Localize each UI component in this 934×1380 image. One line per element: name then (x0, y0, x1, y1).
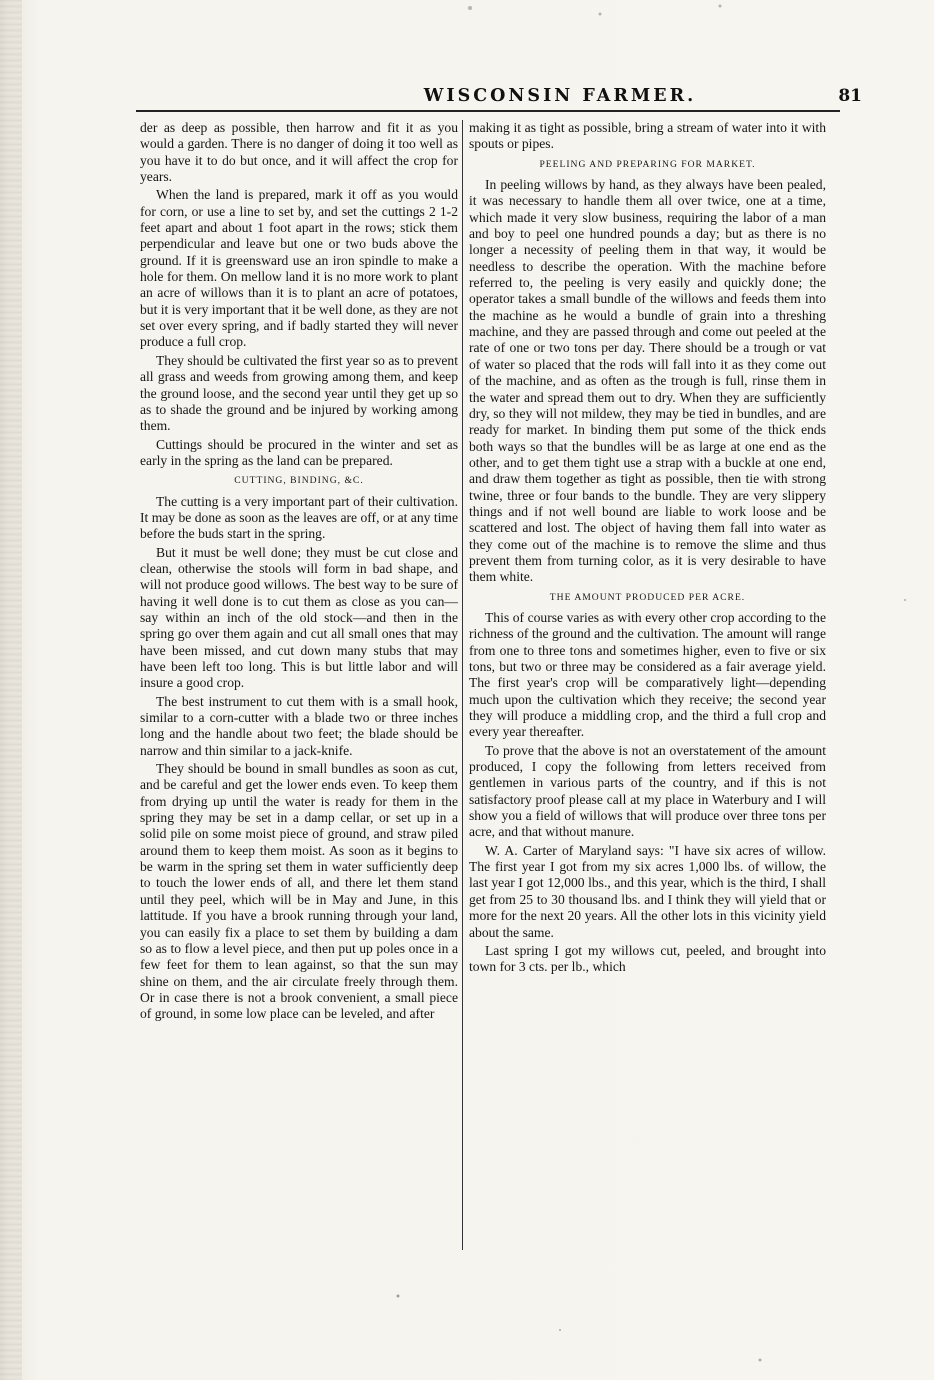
paragraph: The best instrument to cut them with is a small hook, similar to a corn-cutter with a blade two or three inches long and the handle about two feet; the blade should be narrow and thin similar to a jack-knife. (140, 693, 458, 758)
section-heading: PEELING AND PREPARING FOR MARKET. (539, 158, 756, 170)
paragraph: making it as tight as possible, bring a stream of water into it with spouts or pipes. (469, 120, 826, 152)
paragraph: They should be cultivated the first year so as to prevent all grass and weeds from growing among them, and keep the ground loose, and the second year until they get up so as to shade the ground and be injured by working among them. (140, 352, 458, 434)
section-heading: THE AMOUNT PRODUCED PER ACRE. (549, 591, 746, 603)
section-heading: CUTTING, BINDING, &C. (234, 475, 364, 487)
paragraph: But it must be well done; they must be cut close and clean, otherwise the stools will form in bad shape, and will not produce good willows. The best way to be sure of having it well done is to cut them as close as you can—say within an inch of the old stock—and then in the spring go over them again and cut all small ones that may have been missed, and cut down many stubs that may have been left too long. This is but little labor and will insure a good crop. (140, 544, 458, 691)
paragraph: This of course varies as with every other crop according to the richness of the ground and the cultivation. The amount will range from one to three tons and sometimes higher, even to five or six tons, but two or three may be considered as a fair average yield. The first year's crop will be comparatively light—depending much upon the cultivation which they receive; the second year they will produce a middling crop, and the third a full crop and every year thereafter. (469, 609, 826, 740)
left-column (140, 120, 458, 1025)
column-divider (462, 120, 463, 1250)
page-number: 81 (838, 86, 862, 106)
paragraph: der as deep as possible, then harrow and fit it as you would a garden. There is no danger of doing it too well as you have it to do but once, and it will affect the crop for years. (140, 120, 458, 185)
binding-gutter (0, 0, 22, 1380)
paragraph: W. A. Carter of Maryland says: "I have six acres of willow. The first year I got from my six acres 1,000 lbs. of willow, the last year I got 12,000 lbs., and this year, which is the third, I shall get from 25 to 30 thousand lbs. and I think they will yield that or more for the next 20 years. All the other lots in this vicinity yield about the same. (469, 842, 826, 940)
header-rule (136, 110, 840, 112)
paragraph: To prove that the above is not an overstatement of the amount produced, I copy the following from letters received from gentlemen in various parts of the country, and if this is not satisfactory proof please call at my place in Waterbury and I will show you a field of willows that will produce over three tons per acre, and that without manure. (469, 742, 826, 840)
paragraph: The cutting is a very important part of their cultivation. It may be done as soon as the leaves are off, or at any time before the buds start in the spring. (140, 493, 458, 542)
paragraph: Last spring I got my willows cut, peeled, and brought into town for 3 cts. per lb., which (469, 942, 826, 975)
paragraph: Cuttings should be procured in the winter and set as early in the spring as the land can be prepared. (140, 436, 458, 468)
paragraph: They should be bound in small bundles as soon as cut, and be careful and get the lower ends even. To keep them from drying up until the water is ready for them in the spring they may be set in a damp cellar, or set up in a solid pile on some moist piece of ground, and straw piled around them to keep them moist. As soon as it begins to be warm in the spring set them in water sufficiently deep to touch the lower ends of all, and there let them stand until they peel, which will be in May and June, in this lattitude. If you have a brook running through your land, you can easily fix a place to set them by building a dam so as to flow a level piece, and then put up poles once in a few feet for them to lean against, so that the sun may shine on them, and the air circulate freely through them. Or in case there is not a brook convenient, a small piece of ground, in some low place can be leveled, and after (140, 761, 458, 1022)
masthead-title: WISCONSIN FARMER. (423, 86, 697, 106)
paragraph: When the land is prepared, mark it off as you would for corn, or use a line to set by, and set the cuttings 2 1-2 feet apart and about 1 foot apart in the rows; stick them perpendicular and leave but one or two buds above the ground. If it is greensward use an iron spindle to make a hole for them. On mellow land it is no more work to plant an acre of willows than it is to plant an acre of potatoes, but it is very important that it be well done, as they are not set over every spring, and if badly started they will never produce a full crop. (140, 187, 458, 350)
right-column (469, 120, 826, 978)
paragraph: In peeling willows by hand, as they always have been pealed, it was necessary to handle them all over twice, one at a time, which made it very slow business, requiring the labor of a man and boy to peel one hundred pounds a day; but as there is no longer a necessity of peeling them in that way, it would be needless to describe the operation. With the machine before referred to, the peeling is very easily and quickly done; the operator takes a small bundle of the willows and feeds them into the machine as he would a bundle of grain into a threshing machine, and they are passed through and come out peeled at the rate of one or two tons per day. There should be a trough or vat of water so placed that the rods will fall into it as they come out of the machine, and as often as the trough is full, rinse them in the water and spread them out to dry. When they are sufficiently dry, so they will not mildew, they may be tied in bundles, and are ready for market. In binding them put some of the thick ends both ways so that the bundles will be as large at one end as the other, and to get them tight use a strap with a buckle at one end, and draw them together as tight as possible, then tie with strong twine, three or four bands to the bundle. They are very slippery things and if not well bound are liable to work loose and be scattered and lost. The object of having them fall into water as they come out of the machine is to remove the slime and thus prevent them from turning color, as it is very desirable to have them white. (469, 177, 826, 585)
